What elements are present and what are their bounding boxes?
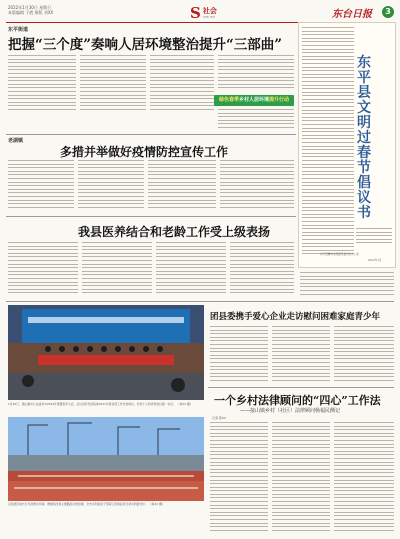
harbor-photo-caption — [8, 503, 204, 507]
article5-col3 — [334, 422, 394, 534]
sidebar-title-char: 平 — [357, 70, 371, 86]
sidebar-title-char: 文 — [357, 100, 371, 116]
harbor-photo — [8, 417, 204, 501]
sidebar-title-char: 书 — [357, 205, 371, 221]
article4-col2 — [272, 326, 330, 384]
sidebar-title-char: 东 — [357, 55, 371, 71]
article2-headline: 多措并举做好疫情防控宣传工作 — [60, 145, 229, 159]
article5-subhead: ——接山镇乡村（社区）法律顾问杨福民侧记 — [240, 408, 341, 414]
sidebar-title-char: 过 — [357, 130, 371, 146]
banner-text-mid: 乡村人居环境 — [238, 97, 269, 103]
sidebar-footer: 东平县精神文明建设委员会办公室 — [320, 253, 359, 256]
article5-headline: 一个乡村法律顾问的“四心”工作法 — [214, 394, 381, 407]
sidebar-text — [302, 27, 354, 263]
section-title-text: 社会 — [202, 6, 217, 15]
meeting-photo — [8, 305, 204, 400]
article3-col3 — [156, 242, 226, 296]
article2-col1 — [8, 160, 74, 212]
harbor-photo-author: （杨XX 摄） — [148, 502, 165, 506]
sidebar-title-char: 议 — [357, 190, 371, 206]
meeting-photo-author: （刘XX 摄） — [176, 402, 193, 406]
article3-col1 — [8, 242, 78, 296]
article4-headline: 团县委携手爱心企业走访慰问困难家庭青少年 — [210, 312, 381, 322]
banner-text-post: 提升行动 — [269, 97, 290, 103]
article4-col1 — [210, 326, 268, 384]
sidebar-title — [356, 56, 372, 221]
section-title — [203, 7, 217, 19]
meeting-photo-caption — [8, 403, 204, 407]
sidebar-text-lower — [356, 228, 392, 248]
article1-kicker: 东平街道 — [8, 27, 29, 33]
divider-1 — [6, 134, 296, 135]
page-number-badge: 3 — [382, 6, 394, 18]
article1-col4 — [218, 55, 294, 93]
article1-headline: 把握“三个度”奏响人居环境整治提升“三部曲” — [8, 37, 283, 53]
article3-col5 — [300, 272, 394, 298]
harbor-photo-caption-text: 沿线居民地方长年治理水环境、增强和改善主要路段河道治理，全市水利系统干部职工积极投身冬季水利建设中。 — [8, 502, 148, 506]
harbor-photo-graphic — [8, 417, 204, 501]
article3-col4 — [230, 242, 294, 296]
article1-col1 — [8, 55, 76, 113]
sidebar-title-char: 县 — [357, 85, 371, 101]
divider-4 — [208, 387, 394, 388]
article2-kicker: 老湖镇 — [8, 138, 24, 144]
article1-col2 — [80, 55, 146, 113]
article5-col1 — [210, 422, 268, 534]
sidebar-title-char: 倡 — [357, 175, 371, 191]
section-subtitle: SHE HUI — [202, 14, 216, 19]
article2-col4 — [220, 160, 294, 212]
divider-3 — [6, 301, 394, 302]
sidebar-title-char: 节 — [357, 160, 371, 176]
article1-col3 — [150, 55, 214, 113]
sidebar-title-char: 明 — [357, 115, 371, 131]
banner-text-pre: 绿色春季 — [218, 97, 239, 103]
article5-byline: 记者 陈XX — [212, 416, 227, 420]
divider-2 — [6, 216, 296, 217]
masthead-info — [8, 5, 158, 15]
section-label — [190, 4, 217, 21]
article1-banner-image — [214, 95, 294, 106]
article2-col3 — [148, 160, 216, 212]
article3-col2 — [82, 242, 152, 296]
article1-col4-lower — [218, 109, 294, 131]
meeting-photo-graphic — [8, 305, 204, 400]
sidebar-title-char: 春 — [357, 145, 371, 161]
sidebar-date: 2022年1月 — [368, 259, 382, 262]
section-letter: S — [190, 3, 201, 22]
meeting-photo-caption-text: 1月26日，银山镇中心完成举办2022年度暨表彰大会，会议表彰先进集体2021年度各项工作先进单位、先进个人和优秀驻村第一书记。 — [8, 402, 176, 406]
article4-col3 — [334, 326, 394, 384]
issue-date: 2022年1月30日 星期日 — [8, 5, 52, 10]
article3-headline: 我县医养结合和老龄工作受上级表扬 — [78, 225, 271, 239]
newspaper-logo: 东台日报 — [332, 9, 372, 20]
masthead — [6, 4, 396, 22]
article2-col2 — [78, 160, 144, 212]
article5-col2 — [272, 422, 330, 534]
editor-line: 本版编辑 于霞 排版 刘XX — [8, 10, 54, 15]
